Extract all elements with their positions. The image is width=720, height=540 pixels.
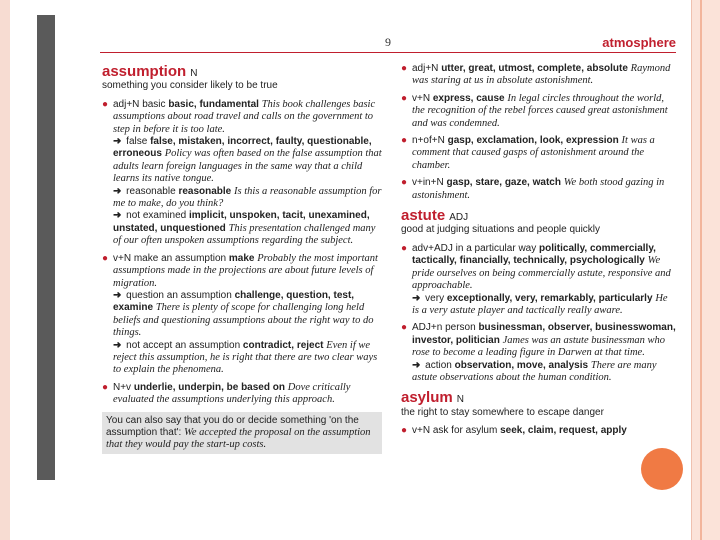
arrow-icon: ➜ [113,185,122,197]
arrow-icon: ➜ [113,136,122,148]
collocations: gasp, exclamation, look, expression [447,135,619,147]
subsense [113,136,382,186]
example: Even if we reject this assumption, he is right that there are two clear ways to explain the phenomena. [113,339,378,376]
collocations: seek, claim, request, apply [500,425,627,437]
definition: good at judging situations and people quickly [401,224,601,236]
example: There are many astute observations about the human condition. [412,359,657,383]
header-rule [100,52,676,53]
sense [401,425,677,437]
sense [401,322,677,384]
part-of-speech: ADJ [449,212,469,224]
pattern: v+N [113,252,132,264]
pattern: adj+N [412,63,439,74]
sense [102,253,382,377]
example: It was a comment that caused gasps of astonishment around the chamber. [412,135,655,171]
subsense [113,340,382,377]
collocations: implicit, unspoken, tacit, unexamined, unstated, unquestioned [113,210,370,234]
collocations: contradict, reject [242,339,324,351]
bullet-icon: ● [102,381,109,393]
meaning: make an assumption [133,252,227,264]
arrow-icon: ➜ [113,339,122,351]
arrow-icon: ➜ [412,359,421,371]
meaning: false [126,136,148,148]
bullet-icon: ● [401,135,408,147]
collocations: challenge, question, test, examine [113,289,355,314]
sense [102,99,382,248]
collocations: gasp, stare, gaze, watch [446,177,561,189]
arrow-icon: ➜ [113,289,122,301]
sense [401,243,677,317]
example: This presentation challenged many of our often unspoken assumptions regarding the subject. [113,222,376,247]
left-column [102,63,382,454]
dictionary-page-slide [37,15,691,480]
definition: the right to stay somewhere to escape danger [401,406,604,418]
pattern: n+of+N [412,135,445,147]
sense [401,135,677,172]
subsense [113,210,382,247]
meaning: action [425,359,452,371]
part-of-speech: N [190,68,198,79]
example: We pride ourselves on being commercially astute, responsive and approachable. [412,255,671,292]
example: In legal circles throughout the world, the recognition of the rebel forces caused great astonishment and was condemned. [412,92,668,129]
meaning: not examined [126,210,187,222]
example: Is this a reasonable assumption for me to make, do you think? [113,185,382,210]
pattern: adv+ADJ [412,242,453,254]
subsense [113,186,382,211]
pattern: v+N [412,425,431,437]
example: Dove critically evaluated the assumptions underlying this approach. [113,381,351,406]
bullet-icon: ● [401,425,408,437]
meaning: very [425,292,445,304]
page-number: 9 [385,35,391,49]
page-guide-word: atmosphere [602,35,676,50]
example: Policy was often based on the false assumption that adults learn foreign languages in the same way that a child learns its native tongue. [113,148,382,185]
collocations: basic, fundamental [168,98,259,110]
bullet-icon: ● [102,98,109,110]
pattern: adj+N [113,98,140,110]
bullet-icon: ● [401,177,408,189]
entry-astute [401,207,677,384]
example: He is a very astute player and tactically really aware. [412,292,668,316]
collocations: express, cause [432,92,505,104]
headword: asylum [401,389,453,407]
collocations: observation, move, analysis [454,359,589,371]
meaning: basic [142,98,166,110]
arrow-icon: ➜ [113,210,122,222]
bullet-icon: ● [401,242,408,254]
example: Probably the most important assumptions made in the projections are about future levels of migration. [113,252,378,289]
arrow-icon: ➜ [412,292,421,304]
part-of-speech: N [456,394,464,406]
entry-assumption [102,63,382,454]
slide-frame-right [691,0,720,540]
meaning: person [445,322,476,334]
bullet-icon: ● [401,63,408,74]
meaning: ask for asylum [432,425,498,437]
sense [401,93,677,130]
collocations: utter, great, utmost, complete, absolute [441,63,628,74]
note-text: You can also say that you do or decide something 'on the assumption that': [106,414,359,438]
definition: something you consider likely to be true [102,80,278,92]
bullet-icon: ● [401,322,408,334]
bullet-icon: ● [401,92,408,104]
book-gutter [37,15,55,480]
example: There is plenty of scope for challenging long held beliefs and questioning assumptions about the right way to do things. [113,302,374,339]
meaning: in a particular way [455,242,537,254]
subsense [412,360,677,385]
subsense [412,293,677,318]
dictionary-page [55,15,691,480]
slide-decoration-circle [641,448,683,490]
collocations: politically, commercially, tactically, financially, technically, psychologically [412,242,656,267]
entry-asylum [401,389,677,437]
headword: astute [401,207,446,225]
meaning: not accept an assumption [126,339,241,351]
meaning: question an assumption [126,289,232,301]
sense [401,177,677,202]
collocations: reasonable [178,185,232,197]
collocations: false, mistaken, incorrect, faulty, questionable, erroneous [113,136,372,160]
pattern: ADJ+n [412,322,443,334]
example: Raymond was staring at us in absolute astonishment. [412,63,671,87]
headword: assumption [102,63,187,80]
sense [401,63,677,88]
pattern: v+in+N [412,177,444,189]
bullet-icon: ● [102,252,109,264]
subsense [113,290,382,340]
collocations: exceptionally, very, remarkably, particularly [446,292,653,304]
collocations: make [228,252,255,264]
example: We both stood gazing in astonishment. [412,177,665,201]
slide-frame-left [0,0,10,540]
sense [102,382,382,407]
note-example: We accepted the proposal on the assumption that they would pay the start-up costs. [106,426,371,450]
meaning: reasonable [126,185,176,197]
usage-note [102,412,382,454]
collocations: businessman, observer, businesswoman, investor, politician [412,322,676,346]
example: This book challenges basic assumptions about road travel and calls on the government to step in before it is too late. [113,98,376,135]
collocations: underlie, underpin, be based on [133,381,285,393]
pattern: N+v [113,381,132,393]
pattern: v+N [412,92,431,104]
example: James was an astute businessman who rose to become a leading figure in Darwen at that time. [412,334,666,359]
right-column [401,63,677,443]
